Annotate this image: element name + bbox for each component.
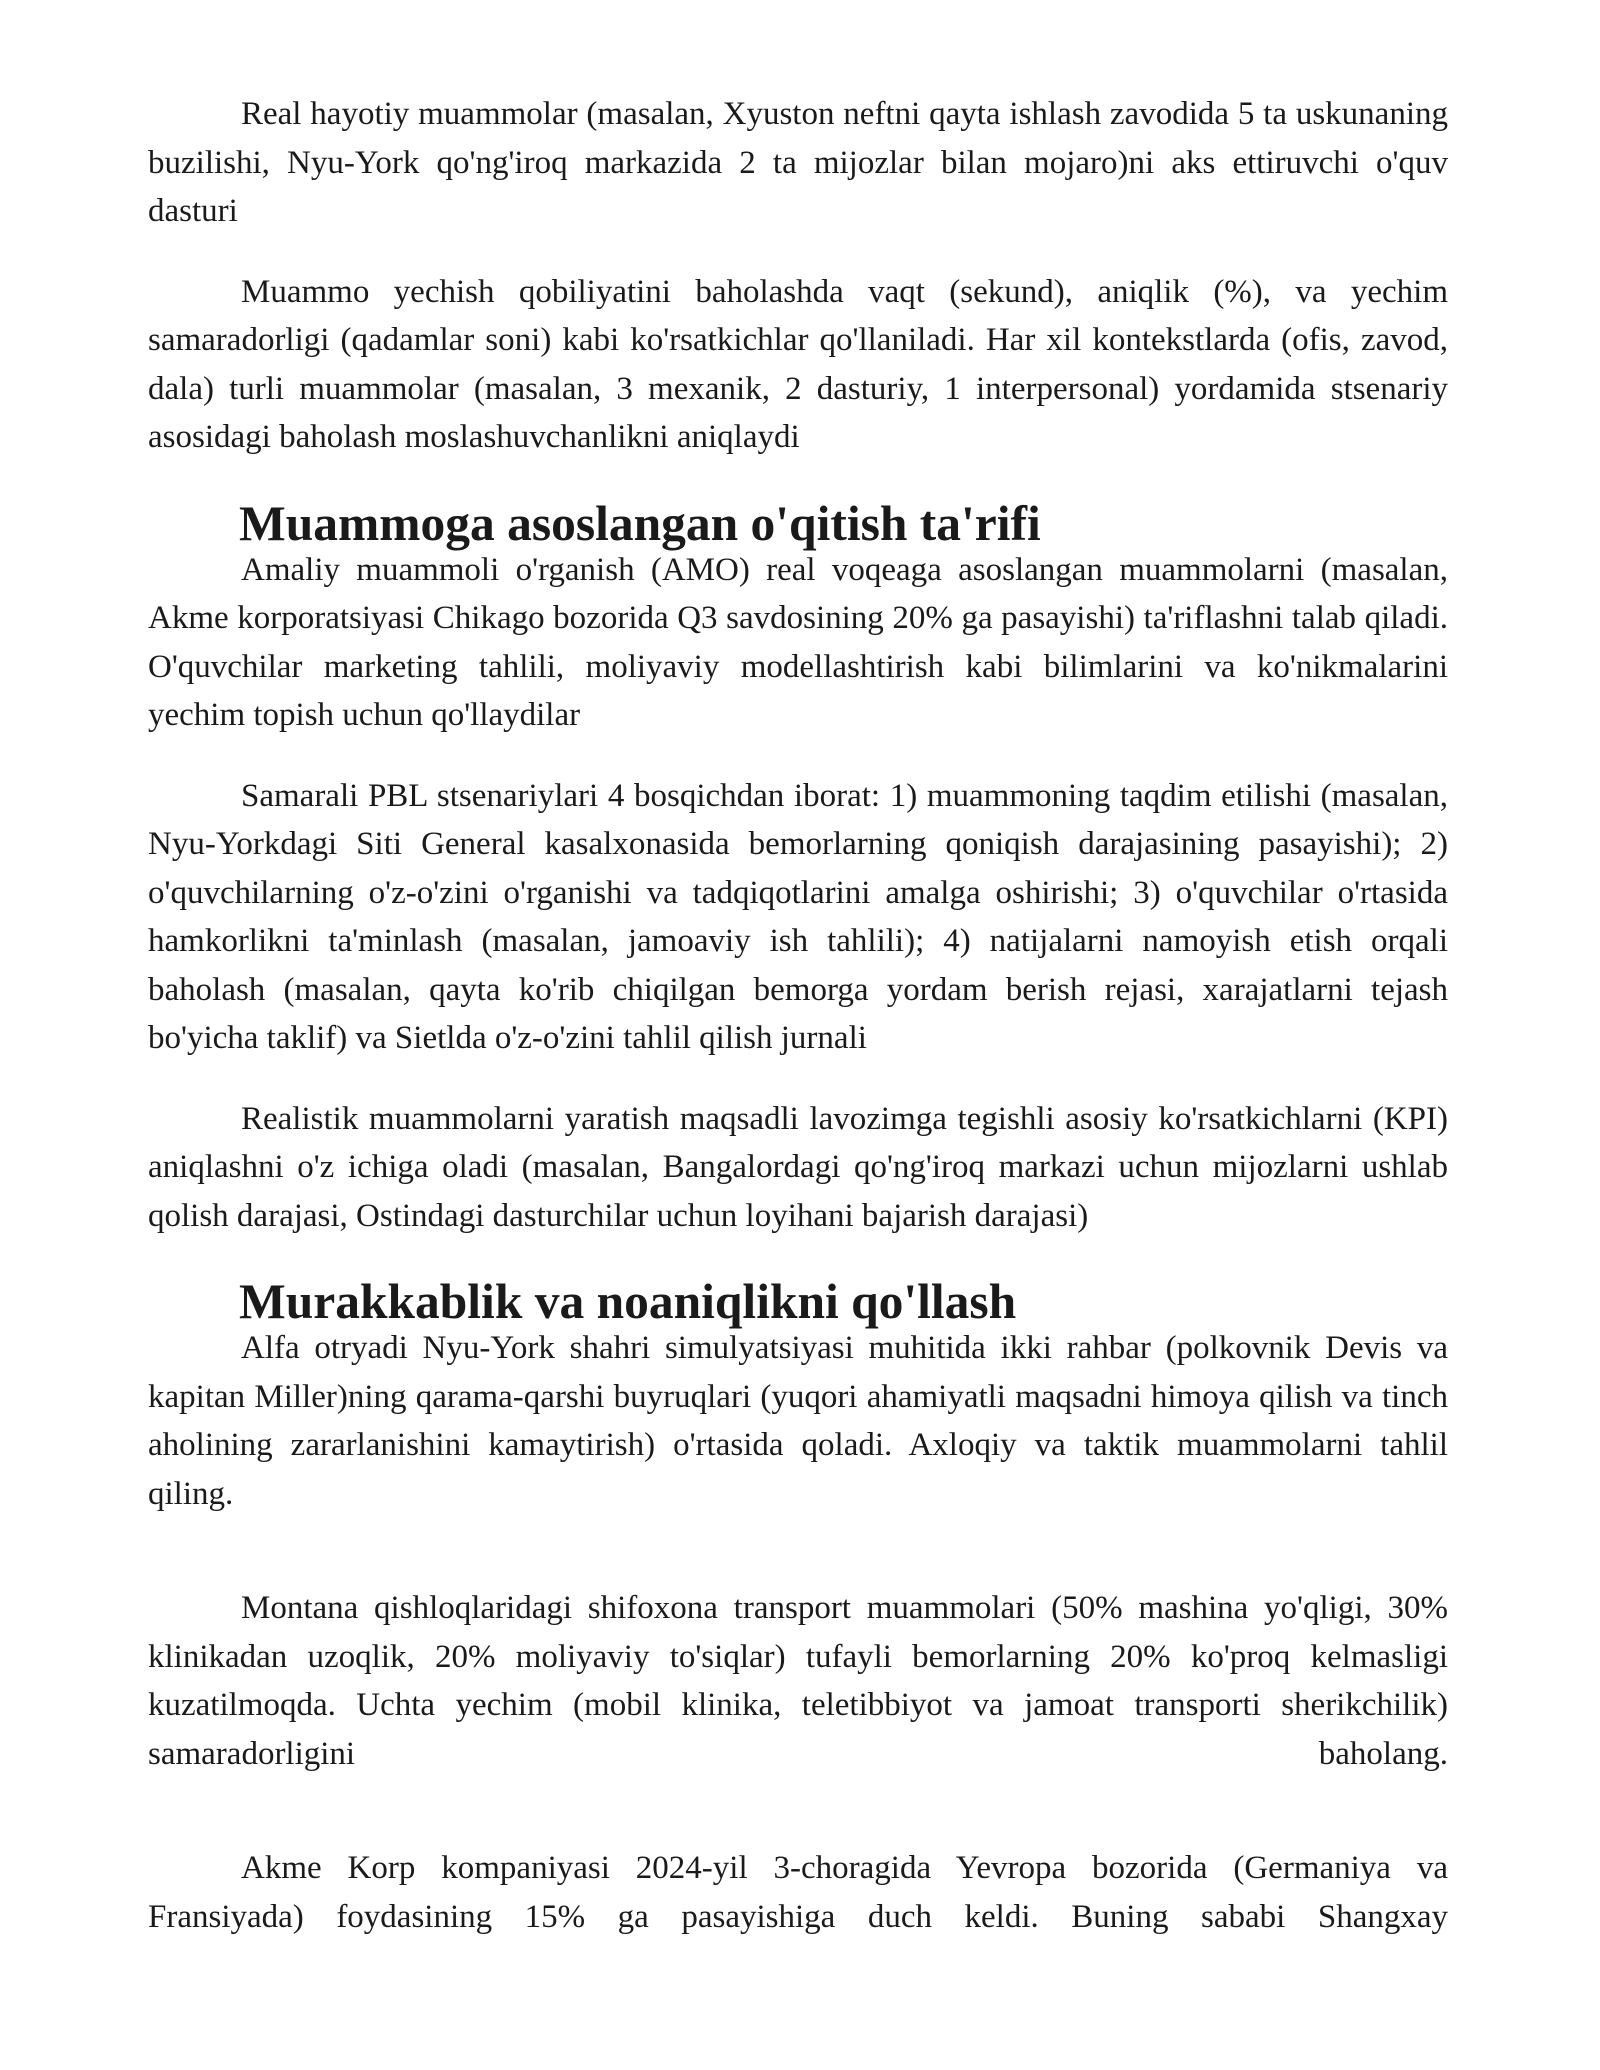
- paragraph-problem-solving-assessment: Muammo yechish qobiliyatini baholashda vaqt (sekund), aniqlik (%), va yechim samaradorligi (qadamlar soni) kabi ko'rsatkichlar qo'llaniladi. Har xil kontekstlarda (ofis, zavod, dala) turli muammolar (masalan, 3 mexanik, 2 dasturiy, 1 interpersonal) yordamida stsenariy asosidagi baholash moslashuvchanlikni aniqlaydi: [148, 273, 1448, 455]
- paragraph-pbl-stages: Samarali PBL stsenariylari 4 bosqichdan iborat: 1) muammoning taqdim etilishi (masalan, Nyu-Yorkdagi Siti General kasalxonasida bemorlarning qoniqish darajasining pasayishi); 2) o'quvchilarning o'z-o'zini o'rganishi va tadqiqotlarini amalga oshirishi; 3) o'quvchilar o'rtasida hamkorlikni ta'minlash (masalan, jamoaviy ish tahlili); 4) natijalarni namoyish etish orqali baholash (masalan, qayta ko'rib chiqilgan bemorga yordam berish rejasi, xarajatlarni tejash bo'yicha taklif) va Sietlda o'z-o'zini tahlil qilish jurnali: [148, 777, 1448, 1056]
- paragraph-amo-definition: Amaliy muammoli o'rganish (AMO) real voqeaga asoslangan muammolarni (masalan, Akme korporatsiyasi Chikago bozorida Q3 savdosining 20% ga pasayishi) ta'riflashni talab qiladi. O'quvchilar marketing tahlili, moliyaviy modellashtirish kabi bilimlarini va ko'nikmalarini yechim topish uchun qo'llaydilar: [148, 551, 1448, 733]
- paragraph-akme-corp: Akme Korp kompaniyasi 2024-yil 3-choragida Yevropa bozorida (Germaniya va Fransiyada) foydasining 15% ga pasayishiga duch keldi. Buning sababi Shangxay: [148, 1850, 1448, 1935]
- paragraph-training-program: Real hayotiy muammolar (masalan, Xyuston neftni qayta ishlash zavodida 5 ta uskunaning buzilishi, Nyu-York qo'ng'iroq markazida 2 ta mijozlar bilan mojaro)ni aks ettiruvchi o'quv dasturi: [148, 96, 1448, 229]
- section-heading-pbl-definition: Muammoga asoslangan o'qitish ta'rifi: [239, 495, 1041, 551]
- paragraph-alfa-squad: Alfa otryadi Nyu-York shahri simulyatsiyasi muhitida ikki rahbar (polkovnik Devis va kapitan Miller)ning qarama-qarshi buyruqlari (yuqori ahamiyatli maqsadni himoya qilish va tinch aholining zararlanishini kamaytirish) o'rtasida qoladi. Axloqiy va taktik muammolarni tahlil qiling.: [148, 1330, 1448, 1512]
- paragraph-montana-hospital: Montana qishloqlaridagi shifoxona transport muammolari (50% mashina yo'qligi, 30% klinikadan uzoqlik, 20% moliyaviy to'siqlar) tufayli bemorlarning 20% ko'proq kelmasligi kuzatilmoqda. Uchta yechim (mobil klinika, teletibbiyot va jamoat transporti sherikchilik) samaradorligini baholang.: [148, 1590, 1448, 1772]
- document-page: [148, 90, 1448, 1941]
- paragraph-realistic-problems: Realistik muammolarni yaratish maqsadli lavozimga tegishli asosiy ko'rsatkichlarni (KPI) aniqlashni o'z ichiga oladi (masalan, Bangalordagi qo'ng'iroq markazi uchun mijozlarni ushlab qolish darajasi, Ostindagi dasturchilar uchun loyihani bajarish darajasi): [148, 1100, 1448, 1234]
- section-heading-complexity: Murakkablik va noaniqlikni qo'llash: [239, 1274, 1017, 1329]
